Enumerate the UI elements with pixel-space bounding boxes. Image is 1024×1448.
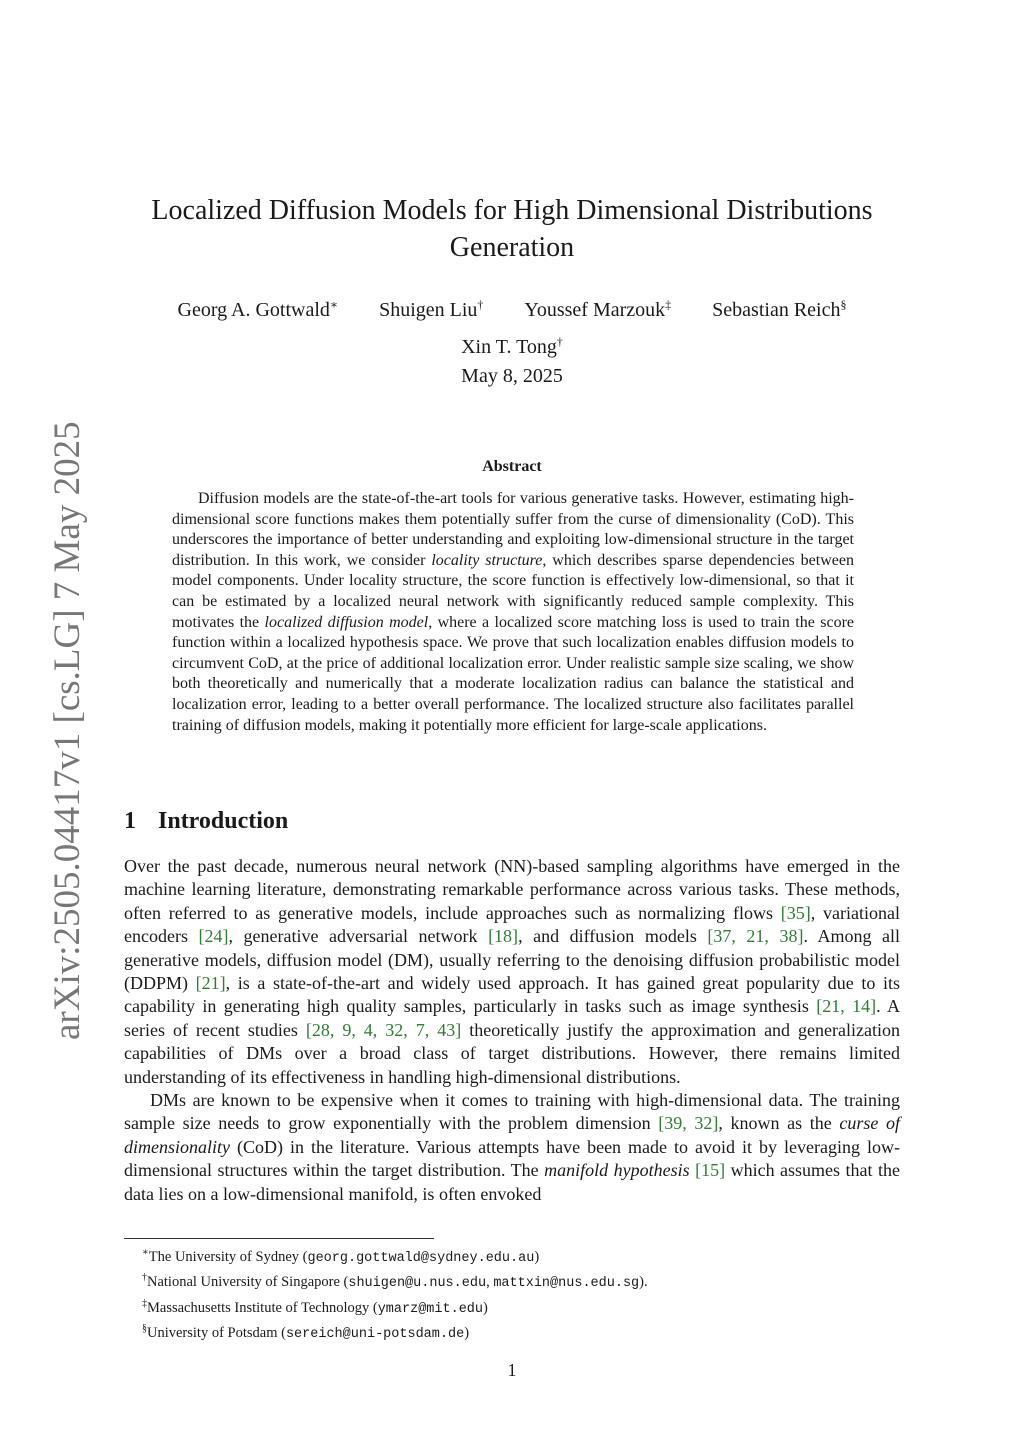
- citation-link[interactable]: [28, 9, 4, 32, 7, 43]: [305, 1019, 462, 1040]
- footnote-affiliation: ∗The University of Sydney (georg.gottwald@sydney.edu.au): [142, 1247, 540, 1266]
- email-link[interactable]: sereich@uni-potsdam.de: [285, 1327, 465, 1343]
- email-link[interactable]: georg.gottwald@sydney.edu.au: [307, 1250, 535, 1266]
- author-gottwald: Georg A. Gottwald∗: [177, 297, 339, 321]
- footnote-affiliation: ‡Massachusetts Institute of Technology (ymarz@mit.edu): [142, 1297, 488, 1317]
- abstract-text: Diffusion models are the state-of-the-art tools for various generative tasks. However, estimating high-dimensional score functions makes them potentially suffer from the curse of dimensionality (CoD). This underscores the importance of better understanding and exploiting low-dimensional structure in the target distribution. In this work, we consider locality structure, which describes sparse dependencies between model components. Under locality structure, the score function is effectively low-dimensional, so that it can be estimated by a localized neural network with significantly reduced sample complexity. This motivates the localized diffusion model, where a localized score matching loss is used to train the score function within a localized hypothesis space. We prove that such localization enables diffusion models to circumvent CoD, at the price of additional localization error. Under realistic sample size scaling, we show both theoretically and numerically that a moderate localization radius can balance the statistical and localization error, leading to a better overall performance. The localized structure also facilitates parallel training of diffusion models, making it potentially more efficient for large-scale applications.: [172, 490, 854, 734]
- abstract-heading: Abstract: [482, 458, 542, 475]
- title-line-1: Localized Diffusion Models for High Dimensional Distributions: [151, 195, 873, 226]
- author-tong: Xin T. Tong†: [461, 334, 563, 359]
- author-liu: Shuigen Liu†: [379, 297, 484, 321]
- footnote-affiliation: †National University of Singapore (shuigen@u.nus.edu, mattxin@nus.edu.sg).: [142, 1272, 648, 1292]
- citation-link[interactable]: [21, 14]: [816, 996, 877, 1017]
- paragraph: DMs are known to be expensive when it comes to training with high-dimensional data. The training sample size needs to grow exponentially with the problem dimension [39, 32], known as the curse of dimensionality (CoD) in the literature. Various attempts have been made to avoid it by leveraging low-dimensional structures within the target distribution. The manifold hypothesis [15] which assumes that the data lies on a low-dimensional manifold, is often envoked: [124, 1090, 900, 1204]
- page-number: 1: [507, 1360, 517, 1380]
- citation-link[interactable]: [35]: [780, 902, 811, 923]
- author-list: [100, 288, 924, 363]
- email-link[interactable]: shuigen@u.nus.edu: [348, 1276, 487, 1292]
- citation-link[interactable]: [39, 32]: [658, 1113, 719, 1134]
- citation-link[interactable]: [24]: [198, 926, 229, 947]
- author-reich: Sebastian Reich§: [712, 297, 847, 321]
- citation-link[interactable]: [15]: [695, 1160, 726, 1181]
- arxiv-identifier: arXiv:2505.04417v1 [cs.LG] 7 May 2025: [47, 421, 88, 1040]
- section-heading: [124, 808, 288, 835]
- body-text: [124, 855, 900, 1206]
- citation-link[interactable]: [37, 21, 38]: [707, 926, 804, 947]
- email-link[interactable]: ymarz@mit.edu: [377, 1301, 484, 1317]
- section-title: Introduction: [158, 808, 289, 834]
- footnotes: [142, 1243, 902, 1345]
- author-marzouk: Youssef Marzouk‡: [524, 297, 672, 321]
- email-link[interactable]: mattxin@nus.edu.sg: [493, 1276, 640, 1292]
- citation-link[interactable]: [18]: [488, 926, 519, 947]
- footnote-affiliation: §University of Potsdam (sereich@uni-potsdam.de): [142, 1323, 470, 1343]
- section-number: 1: [124, 808, 136, 834]
- paragraph: Over the past decade, numerous neural network (NN)-based sampling algorithms have emerged in the machine learning literature, demonstrating remarkable performance across various tasks. These methods, often referred to as generative models, include approaches such as normalizing flows [35], variational encoders [24], generative adversarial network [18], and diffusion models [37, 21, 38]. Among all generative models, diffusion model (DM), usually referring to the denoising diffusion probabilistic model (DDPM) [21], is a state-of-the-art and widely used approach. It has gained great popularity due to its capability in generating high quality samples, particularly in tasks such as image synthesis [21, 14]. A series of recent studies [28, 9, 4, 32, 7, 43] theoretically justify the approximation and generalization capabilities of DMs over a broad class of target distributions. However, there remains limited understanding of its effectiveness in handling high-dimensional distributions.: [124, 856, 901, 1087]
- title-line-2: Generation: [449, 232, 575, 263]
- publication-date: May 8, 2025: [461, 365, 563, 387]
- citation-link[interactable]: [21]: [195, 973, 226, 994]
- paper-title: [100, 192, 924, 266]
- footnote-rule: [124, 1238, 434, 1239]
